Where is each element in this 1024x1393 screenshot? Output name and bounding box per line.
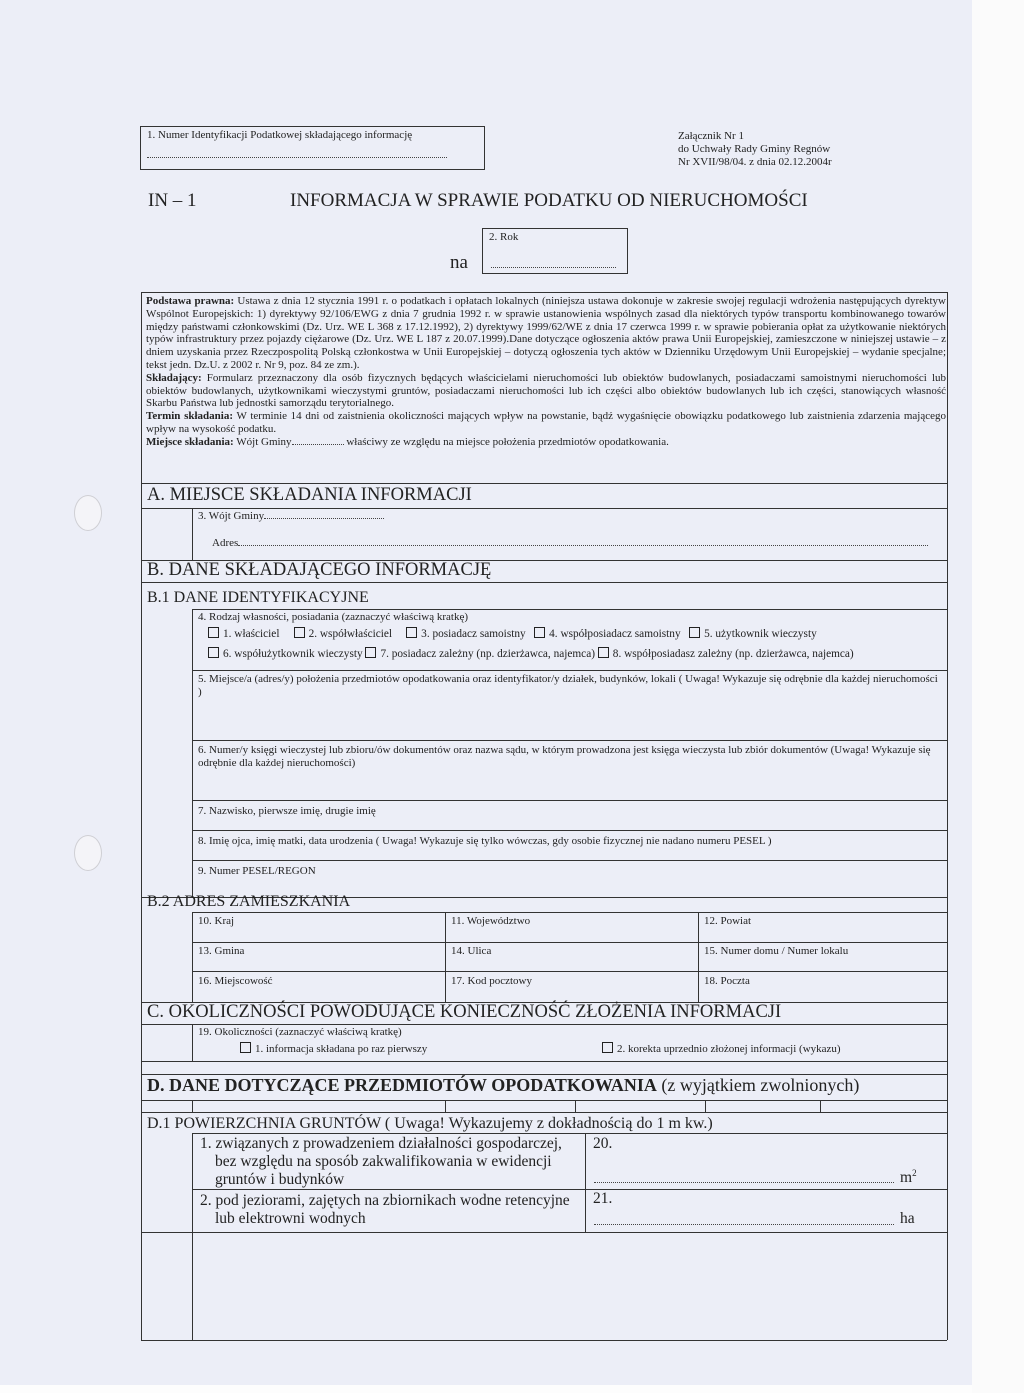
option-label: 6. współużytkownik wieczysty [223, 647, 363, 660]
basis-text: Ustawa z dnia 12 stycznia 1991 r. o podatkach i opłatach lokalnych (niniejsza ustawa dokonuje w zakresie swojej regulacji wdrożenia następujących dyrektyw Wspólnot Europejskich: 1) dyrektywy 92/106/EWG z dnia 7 grudnia 1992 r. w sprawie ustanowienia wspólnych zasad dla niektórych typów transportu kombinowanego towarów między państwami członkowskimi (Dz. Urz. WE L 368 z 17.12.1992), 2) dyrektywy 1999/62/WE z dnia 17 czerwca 1999 r. w sprawie pobierania opłat za użytkowanie niektórych typów infrastruktury przez pojazdy ciężarowe (Dz. Urz. WE L 187 z 20.07.1999).Dane dotyczące ogłoszenia aktów prawa Unii Europejskiej, zamieszczone w niniejszej ustawie – z dniem uzyskania przez Rzeczpospolitą Polską członkostwa w Unii Europejskiej – dotyczą ogłoszenia tych aktów w Dzienniku Urzędowym Unii Europejskiej – wydanie specjalne; tekst jedn. Dz.U. z 2002 r. Nr 9, poz. 84 ze zm.). [146, 295, 946, 371]
nip-dots [147, 157, 447, 158]
option-label: 3. posiadacz samoistny [421, 628, 526, 640]
ownership-option[interactable] [294, 628, 392, 640]
field21-unit: ha [900, 1210, 915, 1227]
annex-note [678, 130, 832, 168]
grid-tick [192, 1100, 193, 1112]
divider [141, 1112, 947, 1113]
row-line: bez względu na sposób zakwalifikowania w ewidencji [215, 1153, 552, 1170]
form-code: IN – 1 [148, 190, 197, 211]
post-office-field[interactable]: 18. Poczta [704, 975, 750, 987]
divider [141, 483, 947, 484]
unit-sup: 2 [912, 1168, 917, 1178]
address-label [212, 537, 928, 550]
field3-dots[interactable] [264, 518, 384, 519]
row-line: lub elektrowni wodnych [215, 1210, 366, 1227]
divider [141, 1100, 947, 1101]
divider [192, 1133, 947, 1134]
indent-line [192, 508, 193, 561]
address-text: Adres [212, 537, 239, 549]
checkbox[interactable] [602, 1042, 613, 1053]
street-field[interactable]: 14. Ulica [451, 945, 492, 957]
divider [141, 582, 947, 583]
field9-label[interactable]: 9. Numer PESEL/REGON [198, 865, 316, 877]
grid-tick [445, 1100, 446, 1112]
checkbox[interactable] [406, 627, 417, 638]
city-field[interactable]: 16. Miejscowość [198, 975, 273, 987]
frame-right [947, 292, 948, 1340]
country-field[interactable]: 10. Kraj [198, 915, 235, 927]
row-line: 2. pod jeziorami, zajętych na zbiornikach wodne retencyjne [200, 1192, 570, 1209]
grid-line [585, 1133, 586, 1189]
year-dots [491, 267, 616, 268]
field7-label[interactable]: 7. Nazwisko, pierwsze imię, drugie imię [198, 805, 376, 817]
grid-tick [705, 1100, 706, 1112]
nip-label: 1. Numer Identyfikacji Podatkowej składającego informację [147, 129, 413, 141]
field3-label [198, 510, 384, 523]
page-edge [972, 0, 1024, 1393]
section-b-title: B. DANE SKŁADAJĄCEGO INFORMACJĘ [147, 560, 492, 580]
section-d-title [147, 1075, 859, 1096]
section-d-title-rest: (z wyjątkiem zwolnionych) [656, 1075, 860, 1095]
place-dots [292, 444, 344, 445]
form-title: INFORMACJA W SPRAWIE PODATKU OD NIERUCHOMOŚCI [290, 190, 808, 211]
checkbox[interactable] [534, 627, 545, 638]
checkbox[interactable] [240, 1042, 251, 1053]
field4-options [208, 627, 944, 661]
basis-label: Podstawa prawna: [146, 295, 235, 307]
divider [141, 1061, 947, 1062]
divider [141, 508, 947, 509]
nip-field[interactable] [140, 126, 485, 170]
ownership-option[interactable] [689, 628, 817, 640]
divider [192, 860, 947, 861]
option-label: 8. współposiadasz zależny (np. dzierżawca, najemca) [612, 647, 854, 660]
divider [192, 912, 947, 913]
section-a-title: A. MIEJSCE SKŁADANIA INFORMACJI [147, 485, 472, 505]
divider [192, 740, 947, 741]
year-label: 2. Rok [489, 231, 519, 243]
annex-line: Załącznik Nr 1 [678, 130, 744, 142]
ownership-option[interactable] [208, 628, 279, 640]
option-label: 2. korekta uprzednio złożonej informacji (wykazu) [617, 1043, 841, 1055]
divider [192, 971, 947, 972]
frame-bottom [141, 1340, 947, 1341]
frame-top [141, 292, 947, 293]
divider [141, 1024, 947, 1025]
year-field[interactable] [482, 228, 628, 274]
address-dots[interactable] [238, 545, 928, 546]
grid-tick [575, 1100, 576, 1112]
grid-tick [820, 1100, 821, 1112]
ownership-option[interactable] [365, 648, 595, 660]
place-tail: właściwy ze względu na miejsce położenia przedmiotów opodatkowania. [346, 435, 669, 448]
d1-row2-label [200, 1192, 570, 1228]
ownership-option[interactable] [208, 648, 363, 660]
place-label: Miejsce składania: [146, 435, 234, 448]
divider [192, 609, 947, 610]
option-label: 1. właściciel [223, 628, 280, 640]
d1-row1-label [200, 1135, 562, 1189]
voivodeship-field[interactable]: 11. Województwo [451, 915, 531, 927]
filer-label: Składający: [146, 371, 202, 384]
checkbox[interactable] [598, 647, 609, 658]
ownership-option[interactable] [598, 648, 854, 660]
grid-line [445, 912, 446, 1002]
field6-label[interactable]: 6. Numer/y księgi wieczystej lub zbioru/ów dokumentów oraz nazwa sądu, w którym prowadzona jest księga wieczysta lub zbiór dokumentów (Uwaga! Wykazuje się odrębnie dla każdej nieruchomości) [198, 744, 931, 769]
indent-line [192, 1133, 193, 1340]
divider [141, 1232, 947, 1233]
b2-title: B.2 ADRES ZAMIESZKANIA [147, 893, 351, 910]
grid-line [698, 912, 699, 1002]
county-field[interactable]: 12. Powiat [704, 915, 752, 927]
legal-basis [146, 295, 946, 449]
correction-option[interactable] [602, 1042, 841, 1056]
indent-line [192, 1024, 193, 1061]
filer-text: Formularz przeznaczony dla osób fizycznych będących właścicielami nieruchomości lub obiektów budowlanych, posiadaczami samoistnymi nieruchomości lub obiektów budowlanych, użytkownikami wieczystymi gruntów, posiadaczami nieruchomości lub ich części albo obiektów budowlanych lub ich części, stanowiących własność Skarbu Państwa lub jednostki samorządu terytorialnego. [146, 371, 946, 410]
postal-code-field[interactable]: 17. Kod pocztowy [451, 975, 532, 987]
option-label: 1. informacja składana po raz pierwszy [255, 1043, 428, 1055]
d1-title: D.1 POWIERZCHNIA GRUNTÓW ( Uwaga! Wykazujemy z dokładnością do 1 m kw.) [147, 1115, 713, 1132]
field20-input[interactable] [594, 1168, 894, 1183]
annex-line: do Uchwały Rady Gminy Regnów [678, 142, 831, 155]
field21-input[interactable] [594, 1210, 894, 1225]
indent-line [192, 912, 193, 1002]
divider [192, 1189, 947, 1190]
field20-number: 20. [593, 1135, 613, 1152]
field5-label[interactable]: 5. Miejsce/a (adres/y) położenia przedmiotów opodatkowania oraz identyfikator/y działek, budynków, lokali ( Uwaga! Wykazuje się odrębnie dla każdej nieruchomości ) [198, 673, 938, 698]
divider [192, 800, 947, 801]
row-line: 1. związanych z prowadzeniem działalności gospodarczej, [200, 1135, 562, 1152]
field8-label[interactable]: 8. Imię ojca, imię matki, data urodzenia ( Uwaga! Wykazuje się tylko wówczas, gdy osobie fizycznej nie nadano numeru PESEL ) [198, 835, 772, 847]
checkbox[interactable] [365, 647, 376, 658]
section-d-title-bold: D. DANE DOTYCZĄCE PRZEDMIOTÓW OPODATKOWANIA [147, 1075, 657, 1095]
field4-label: 4. Rodzaj własności, posiadania (zaznaczyć właściwą kratkę) [198, 611, 468, 623]
option-label: 4. współposiadacz samoistny [549, 628, 681, 640]
field3-text: 3. Wójt Gminy [198, 510, 265, 522]
place-text: Wójt Gminy [233, 435, 292, 448]
unit-text: m [900, 1169, 913, 1187]
checkbox[interactable] [294, 627, 305, 638]
field20-unit [900, 1168, 917, 1187]
indent-line [192, 609, 193, 897]
ownership-option[interactable] [406, 628, 525, 640]
frame-left [141, 292, 142, 1340]
house-number-field[interactable]: 15. Numer domu / Numer lokalu [704, 945, 849, 957]
punch-hole [74, 835, 102, 871]
option-label: 7. posiadacz zależny (np. dzierżawca, najemca) [380, 647, 595, 660]
commune-field[interactable]: 13. Gmina [198, 945, 245, 957]
checkbox[interactable] [208, 647, 219, 658]
section-c-title: C. OKOLICZNOŚCI POWODUJĄCE KONIECZNOŚĆ ZŁOŻENIA INFORMACJI [147, 1002, 782, 1022]
divider [192, 830, 947, 831]
first-filing-option[interactable] [240, 1042, 427, 1056]
checkbox[interactable] [689, 627, 700, 638]
grid-line [585, 1190, 586, 1232]
divider [192, 670, 947, 671]
deadline-label: Termin składania: [146, 410, 234, 423]
field21-number: 21. [593, 1190, 613, 1207]
option-label: 2. współwłaściciel [308, 628, 393, 640]
annex-line: Nr XVII/98/04. z dnia 02.12.2004r [678, 155, 832, 168]
row-line: gruntów i budynków [215, 1171, 345, 1188]
divider [192, 942, 947, 943]
b1-title: B.1 DANE IDENTYFIKACYJNE [147, 589, 369, 606]
field19-label: 19. Okoliczności (zaznaczyć właściwą kratkę) [198, 1026, 402, 1038]
deadline-text: W terminie 14 dni od zaistnienia okoliczności mających wpływ na powstanie, bądź wygaśnięcie obowiązku podatkowego lub zaistnienia zdarzenia mającego wpływ na wysokość podatku. [146, 410, 946, 435]
ownership-option[interactable] [534, 628, 680, 640]
checkbox[interactable] [208, 627, 219, 638]
year-prefix: na [450, 252, 468, 273]
punch-hole [74, 495, 102, 531]
option-label: 5. użytkownik wieczysty [704, 628, 817, 640]
